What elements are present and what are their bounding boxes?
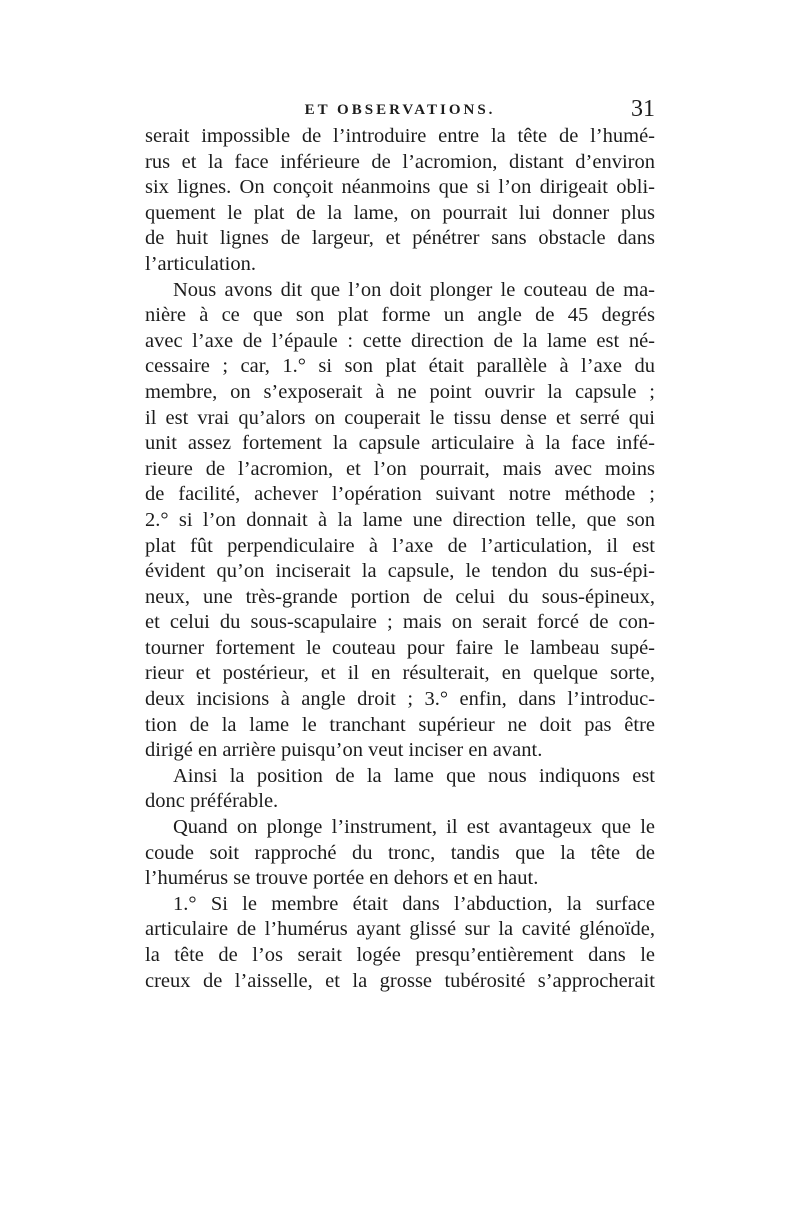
text-line: serait impossible de l’introduire entre la tête de l’humé- (145, 125, 655, 147)
text-line: creux de l’aisselle, et la grosse tubérosité s’approcherait (145, 969, 655, 992)
text-line: avec l’axe de l’épaule : cette direction de la lame est né- (145, 329, 655, 352)
text-line: membre, on s’exposerait à ne point ouvrir la capsule ; (145, 380, 655, 403)
text-line: quement le plat de la lame, on pourrait lui donner plus (145, 201, 655, 224)
text-line: Quand on plonge l’instrument, il est avantageux que le (173, 816, 655, 839)
text-line: Ainsi la position de la lame que nous indiquons est (173, 764, 655, 787)
text-line: la tête de l’os serait logée presqu’entièrement dans le (145, 944, 655, 966)
text-line: cessaire ; car, 1.° si son plat était parallèle à l’axe du (145, 355, 655, 378)
text-line: donc préférable. (145, 790, 279, 813)
text-line: dirigé en arrière puisqu’on veut inciser en avant. (145, 739, 543, 762)
page-number: 31 (631, 96, 655, 122)
text-line: 2.° si l’on donnait à la lame une direction telle, que son (145, 508, 655, 531)
text-line: six lignes. On conçoit néanmoins que si l’on dirigeait obli- (145, 176, 655, 199)
text-line: tourner fortement le couteau pour faire le lambeau supé- (145, 636, 655, 659)
text-body (145, 124, 655, 994)
text-line: unit assez fortement la capsule articulaire à la face infé- (145, 432, 655, 455)
running-title: ET OBSERVATIONS. (304, 102, 496, 118)
text-line: il est vrai qu’alors on couperait le tissu dense et serré qui (145, 406, 655, 429)
text-line: de facilité, achever l’opération suivant notre méthode ; (145, 483, 655, 506)
text-line: l’articulation. (145, 252, 256, 275)
text-line: deux incisions à angle droit ; 3.° enfin, dans l’introduc- (145, 688, 655, 711)
text-line: rieur et postérieur, et il en résulterait, en quelque sorte, (145, 662, 655, 685)
text-line: évident qu’on inciserait la capsule, le tendon du sus-épi- (145, 560, 655, 583)
text-line: plat fût perpendiculaire à l’axe de l’articulation, il est (145, 534, 655, 557)
text-line: l’humérus se trouve portée en dehors et en haut. (145, 867, 539, 890)
text-line: nière à ce que son plat forme un angle de 45 degrés (145, 304, 655, 327)
text-line: Nous avons dit que l’on doit plonger le couteau de ma- (173, 278, 655, 301)
text-line: neux, une très-grande portion de celui du sous-épineux, (145, 585, 655, 608)
text-line: rus et la face inférieure de l’acromion, distant d’environ (145, 150, 655, 173)
running-head (145, 96, 655, 124)
text-line: rieure de l’acromion, et l’on pourrait, mais avec moins (145, 457, 655, 480)
text-line: 1.° Si le membre était dans l’abduction, la surface (173, 892, 655, 915)
text-line: articulaire de l’humérus ayant glissé sur la cavité glénoïde, (145, 918, 655, 941)
text-line: tion de la lame le tranchant supérieur ne doit pas être (145, 713, 655, 736)
text-line: coude soit rapproché du tronc, tandis que la tête de (145, 841, 655, 864)
text-line: de huit lignes de largeur, et pénétrer sans obstacle dans (145, 227, 655, 250)
text-line: et celui du sous-scapulaire ; mais on serait forcé de con- (145, 611, 655, 634)
